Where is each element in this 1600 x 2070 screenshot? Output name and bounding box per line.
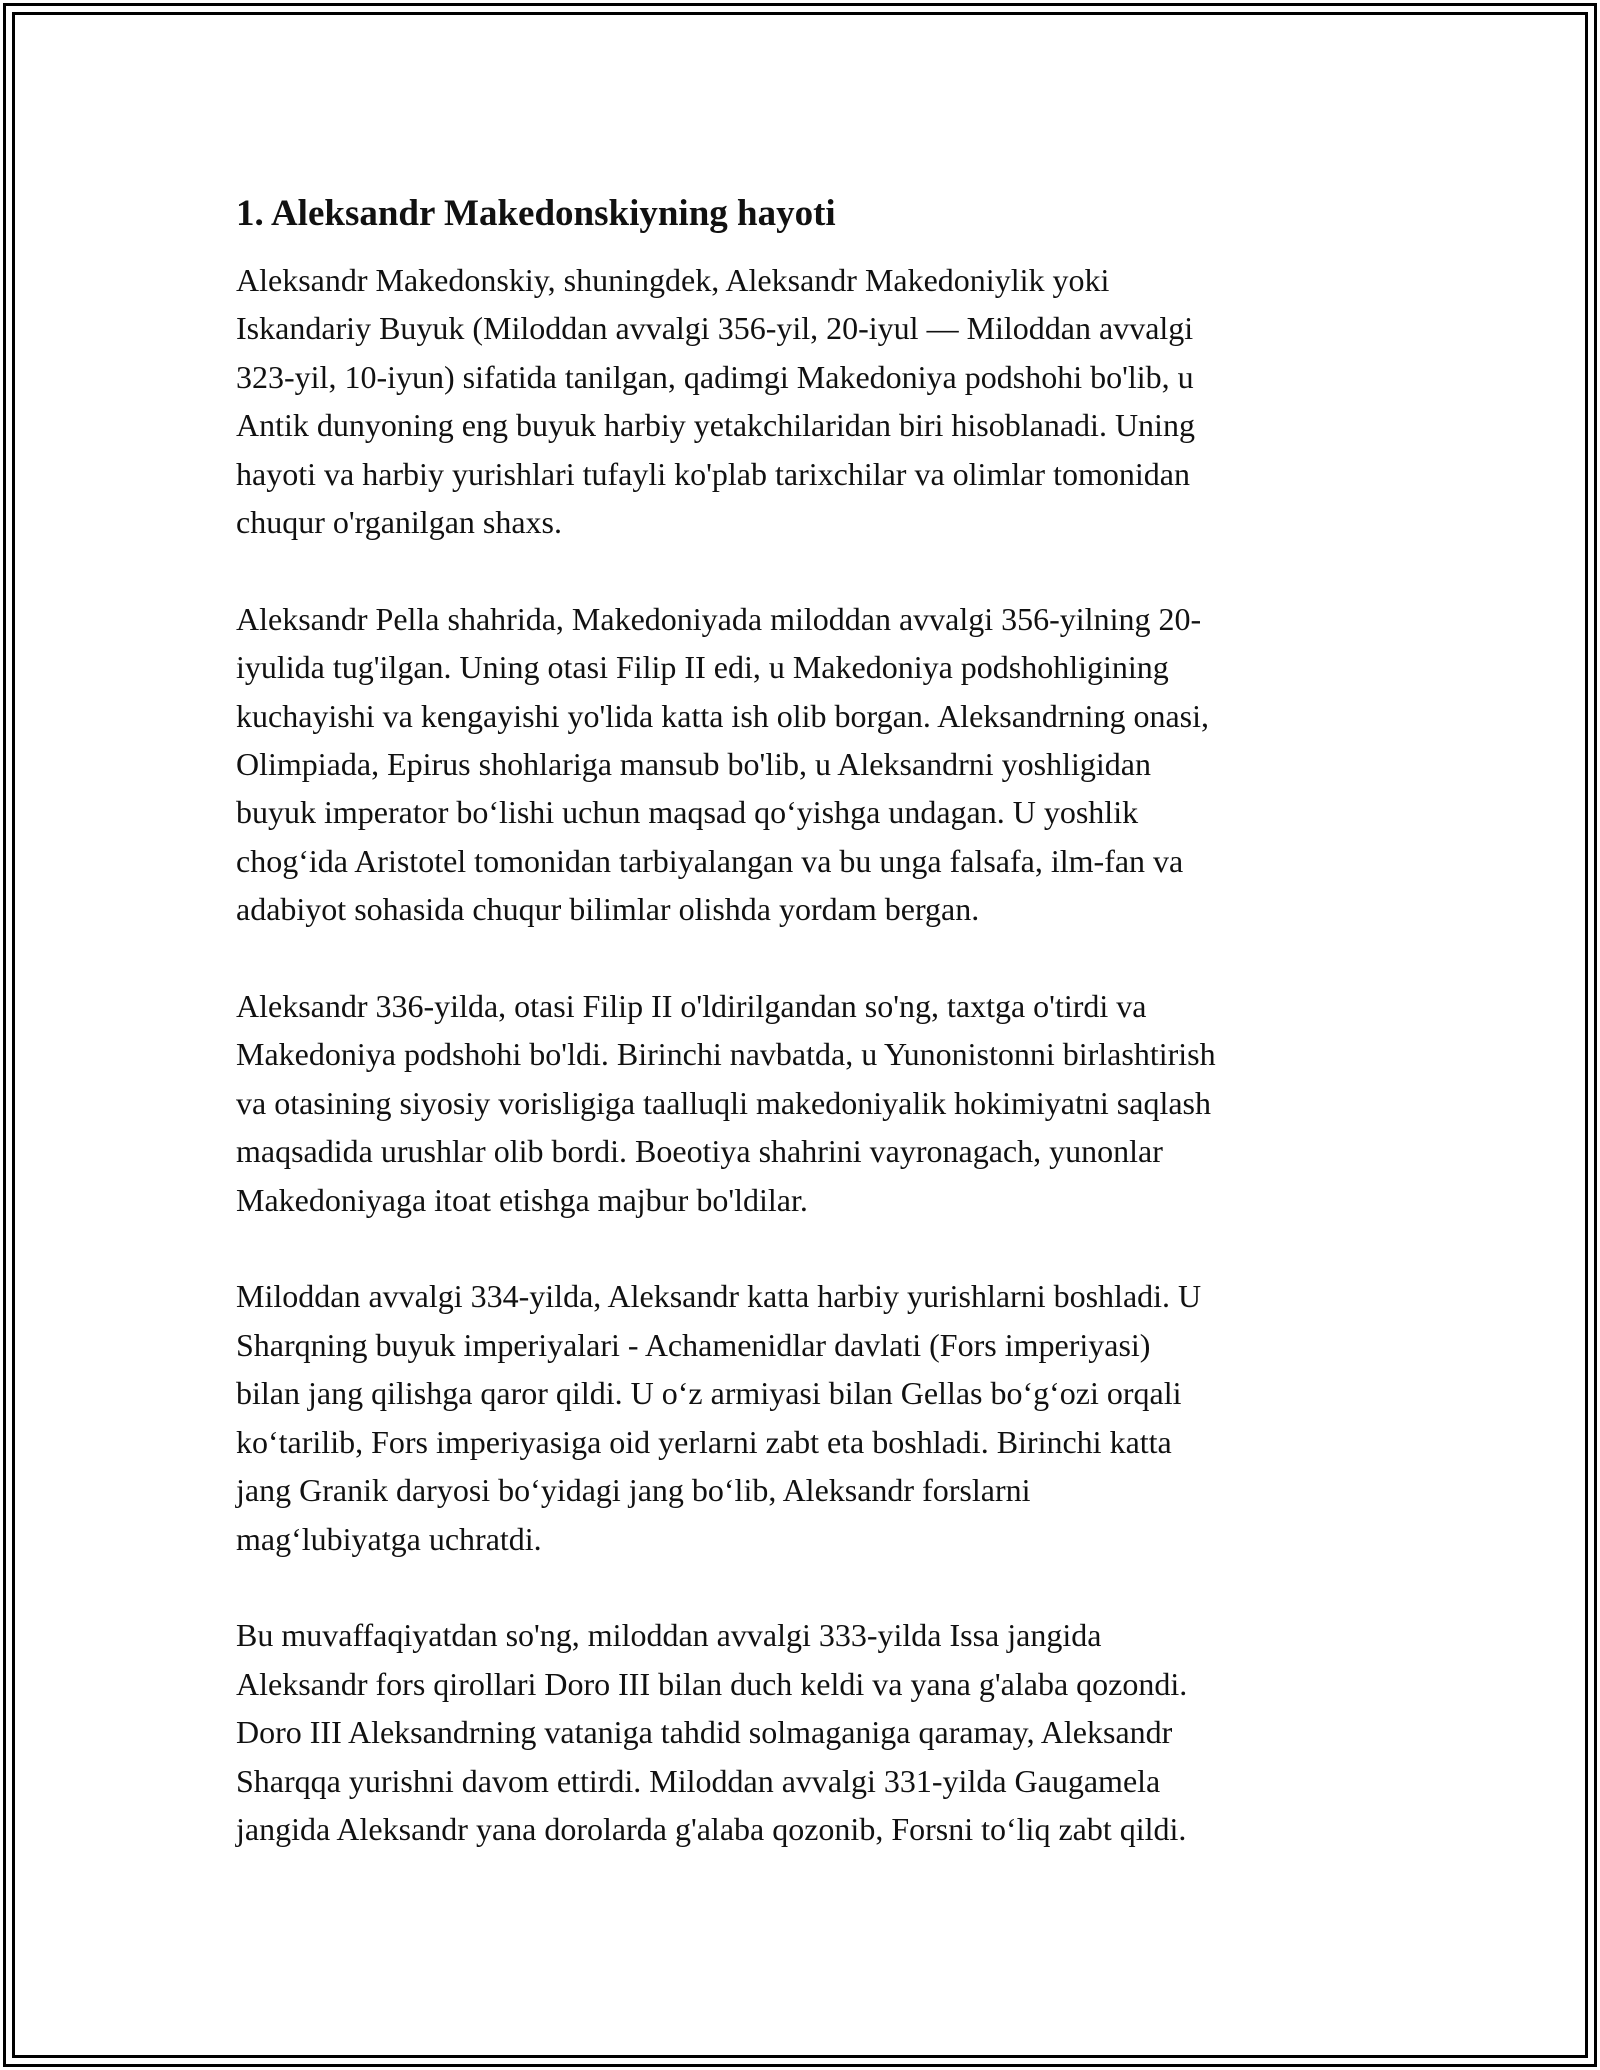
- text-line: kuchayishi va kengayishi yo'lida katta ish olib borgan. Aleksandrning onasi,: [236, 697, 1210, 734]
- text-line: Sharqning buyuk imperiyalari - Achamenidlar davlati (Fors imperiyasi): [236, 1326, 1151, 1363]
- text-line: va otasining siyosiy vorisligiga taalluqli makedoniyalik hokimiyatni saqlash: [236, 1084, 1211, 1121]
- text-line: Bu muvaffaqiyatdan so'ng, miloddan avvalgi 333-yilda Issa jangida: [236, 1617, 1102, 1654]
- document-body: [236, 178, 1376, 1902]
- text-line: mag‘lubiyatga uchratdi.: [236, 1520, 542, 1557]
- text-line: Makedoniya podshohi bo'ldi. Birinchi navbatda, u Yunonistonni birlashtirish: [236, 1036, 1216, 1073]
- text-line: Aleksandr Pella shahrida, Makedoniyada miloddan avvalgi 356-yilning 20-: [236, 600, 1202, 637]
- text-line: Makedoniyaga itoat etishga majbur bo'ldilar.: [236, 1181, 808, 1218]
- page-title: 1. Aleksandr Makedonskiyning hayoti: [236, 193, 836, 234]
- text-line: iyulida tug'ilgan. Uning otasi Filip II edi, u Makedoniya podshohligining: [236, 649, 1169, 686]
- paragraph-list: [236, 256, 1376, 1853]
- text-line: adabiyot sohasida chuqur bilimlar olishda yordam bergan.: [236, 891, 980, 928]
- text-line: ko‘tarilib, Fors imperiyasiga oid yerlarni zabt eta boshladi. Birinchi katta: [236, 1423, 1172, 1460]
- text-line: jangida Aleksandr yana dorolarda g'alaba qozonib, Forsni to‘liq zabt qildi.: [236, 1810, 1187, 1847]
- text-line: Iskandariy Buyuk (Miloddan avvalgi 356-yil, 20-iyul — Miloddan avvalgi: [236, 310, 1194, 347]
- text-line: chog‘ida Aristotel tomonidan tarbiyalangan va bu unga falsafa, ilm-fan va: [236, 842, 1184, 879]
- text-line: 323-yil, 10-iyun) sifatida tanilgan, qadimgi Makedoniya podshohi bo'lib, u: [236, 358, 1194, 395]
- text-line: Olimpiada, Epirus shohlariga mansub bo'lib, u Aleksandrni yoshligidan: [236, 746, 1151, 783]
- text-line: hayoti va harbiy yurishlari tufayli ko'plab tarixchilar va olimlar tomonidan: [236, 455, 1190, 492]
- text-line: Doro III Aleksandrning vataniga tahdid solmaganiga qaramay, Aleksandr: [236, 1714, 1173, 1751]
- text-line: Aleksandr 336-yilda, otasi Filip II o'ldirilgandan so'ng, taxtga o'tirdi va: [236, 988, 1147, 1025]
- text-line: Miloddan avvalgi 334-yilda, Aleksandr katta harbiy yurishlarni boshladi. U: [236, 1278, 1202, 1315]
- text-line: Antik dunyoning eng buyuk harbiy yetakchilaridan biri hisoblanadi. Uning: [236, 407, 1195, 444]
- text-line: jang Granik daryosi bo‘yidagi jang bo‘lib, Aleksandr forslarni: [236, 1472, 1031, 1509]
- paragraph: [236, 1272, 1376, 1562]
- text-line: Aleksandr Makedonskiy, shuningdek, Aleksandr Makedoniylik yoki: [236, 262, 1110, 298]
- paragraph: [236, 595, 1376, 934]
- paragraph: [236, 256, 1376, 546]
- paragraph: [236, 1611, 1376, 1853]
- text-line: Aleksandr fors qirollari Doro III bilan duch keldi va yana g'alaba qozondi.: [236, 1665, 1188, 1702]
- text-line: maqsadida urushlar olib bordi. Boeotiya shahrini vayronagach, yunonlar: [236, 1133, 1163, 1170]
- text-line: bilan jang qilishga qaror qildi. U o‘z armiyasi bilan Gellas bo‘g‘ozi orqali: [236, 1375, 1182, 1412]
- text-line: Sharqqa yurishni davom ettirdi. Miloddan avvalgi 331-yilda Gaugamela: [236, 1762, 1161, 1799]
- text-line: buyuk imperator bo‘lishi uchun maqsad qo‘yishga undagan. U yoshlik: [236, 794, 1139, 831]
- paragraph: [236, 982, 1376, 1224]
- text-line: chuqur o'rganilgan shaxs.: [236, 504, 562, 541]
